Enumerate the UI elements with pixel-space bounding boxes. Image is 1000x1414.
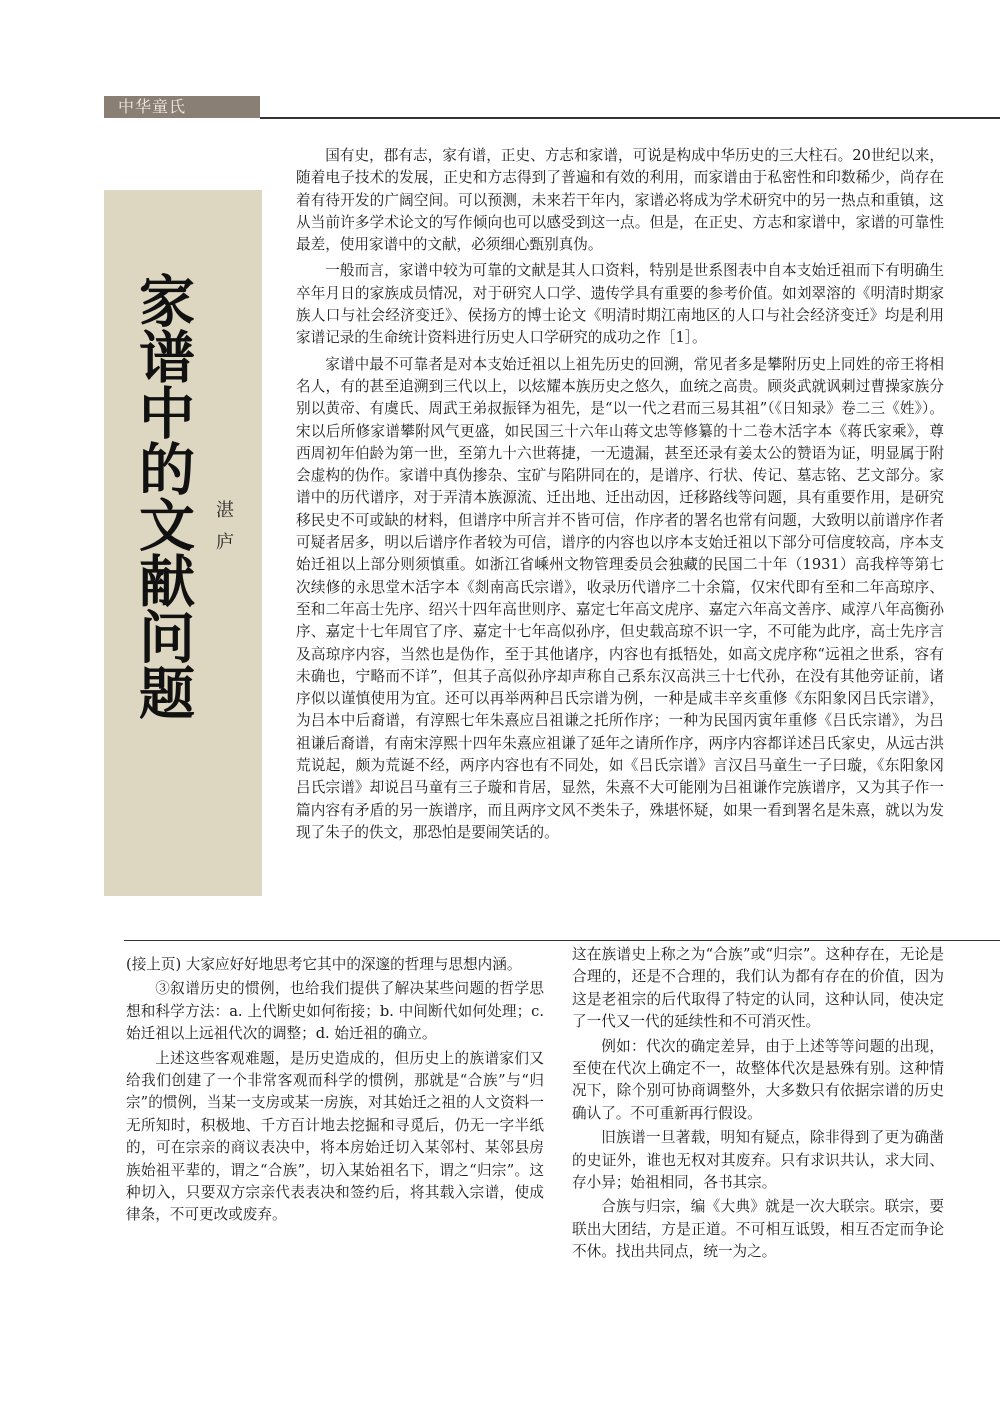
header-rule [260,117,1000,119]
paragraph: 合族与归宗，编《大典》就是一次大联宗。联宗，要联出大团结，方是正道。不可相互诋毁，相互否定而争论不休。找出共同点，统一为之。 [572,1198,944,1261]
continuation-left-column [126,954,544,1229]
paragraph: 旧族谱一旦著载，明知有疑点，除非得到了更为确凿的史证外，谁也无权对其废弃。只有求识共认，求大同、存小异；始祖相同，各书其宗。 [572,1129,944,1192]
paragraph: 一般而言，家谱中较为可靠的文献是其人口资料，特别是世系图表中自本支始迁祖而下有明确生卒年月日的家族成员情况，对于研究人口学、遗传学具有重要的参考价值。如刘翠溶的《明清时期家族人口与社会经济变迁》、侯扬方的博士论文《明清时期江南地区的人口与社会经济变迁》均是利用家谱记录的生命统计资料进行历史人口学研究的成功之作［1］。 [296,262,944,347]
paragraph: 国有史，郡有志，家有谱，正史、方志和家谱，可说是构成中华历史的三大柱石。20世纪以来，随着电子技术的发展，正史和方志得到了普遍和有效的利用，而家谱由于私密性和印数稀少，尚存在着有待开发的广阔空间。可以预测，未来若干年内，家谱必将成为学术研究中的另一热点和重镇，这从当前许多学术论文的写作倾向也可以感受到这一点。但是，在正史、方志和家谱中，家谱的可靠性最差，使用家谱中的文献，必须细心甄别真伪。 [296,147,944,254]
paragraph: 上述这些客观难题，是历史造成的，但历史上的族谱家们又给我们创建了一个非常客观而科学的惯例，那就是“合族”与“归宗”的惯例，当某一支房或某一房族，对其始迁之祖的人文资料一无所知时，积极地、千方百计地去挖掘和寻觅后，仍无一字半纸的，可在宗亲的商议表决中，将本房始迁切入某邻村、某邻县房族始祖平辈的，谓之“合族”，切入某始祖名下，谓之“归宗”。这种切入，只要双方宗亲代表表决和签约后，将其载入宗谱，使成律条，不可更改或废弃。 [126,1049,544,1224]
paragraph: (接上页) 大家应好好地思考它其中的深邃的哲理与思想内涵。 [126,956,522,973]
continuation-right-column [572,944,944,1266]
article-body [296,145,944,848]
article-title: 家谱中的文献问题 [130,272,195,720]
paragraph: ③叙谱历史的惯例，也给我们提供了解决某些问题的哲学思想和科学方法：a. 上代断史如何衔接；b. 中间断代如何处理；c. 始迁祖以上远祖代次的调整；d. 始迁祖的确立。 [126,980,544,1043]
paragraph: 家谱中最不可靠者是对本支始迁祖以上祖先历史的回溯，常见者多是攀附历史上同姓的帝王将相名人，有的甚至追溯到三代以上，以炫耀本族历史之悠久，血统之高贵。顾炎武就讽刺过曹操家族分别以黄帝、有虞氏、周武王弟叔振铎为祖先，是“以一代之君而三易其祖”（《日知录》卷二三《姓》）。宋以后所修家谱攀附风气更盛，如民国三十六年山蒋文忠等修纂的十二卷木活字本《蒋氏家乘》，尊西周初年伯龄为第一世，至第九十六世蒋捷，一无遗漏，甚至还录有姜太公的赞语为证，明显属于附会虚构的伪作。家谱中真伪掺杂、宝矿与陷阱同在的，是谱序、行状、传记、墓志铭、艺文部分。家谱中的历代谱序，对于弄清本族源流、迁出地、迁出动因，迁移路线等问题，具有重要作用，是研究移民史不可或缺的材料，但谱序中所言并不皆可信，作序者的署名也常有问题，大致明以前谱序作者可疑者居多，明以后谱序作者较为可信，谱序的内容也以序本支始迁祖以下部分可信度较高，序本支始迁祖以上部分则须慎重。如浙江省嵊州文物管理委员会独藏的民国二十年（1931）高我梓等第七次续修的永思堂木活字本《剡南高氏宗谱》，收录历代谱序二十余篇，仅宋代即有至和二年高琼序、至和二年高士先序、绍兴十四年高世则序、嘉定七年高文虎序、嘉定六年高文善序、咸淳八年高衡孙序、嘉定十七年周官了序、嘉定十七年高似孙序，但史载高琼不识一字，不可能为此序，高士先序言及高琼序内容，当然也是伪作，至于其他诸序，内容也有抵牾处，如高文虎序称“远祖之世系，容有未确也，宁略而不详”，但其子高似孙序却声称自己系东汉高洪三十七代孙，在没有其他旁证前，诸序似以谨慎使用为宜。还可以再举两种吕氏宗谱为例，一种是咸丰辛亥重修《东阳象冈吕氏宗谱》，为吕本中后裔谱，有淳熙七年朱熹应吕祖谦之托所作序；一种为民国丙寅年重修《吕氏宗谱》，为吕祖谦后裔谱，有南宋淳熙十四年朱熹应祖谦了延年之请所作序，两序内容都详述吕氏家史，从远古洪荒说起，颇为荒诞不经，两序内容也有不同处，如《吕氏宗谱》言汉吕马童生一子曰璇，《东阳象冈吕氏宗谱》却说吕马童有三子璇和肯居，显然，朱熹不大可能刚为吕祖谦作完族谱序，又为其子作一篇内容有矛盾的另一族谱序，而且两序文风不类朱子，殊堪怀疑，如果一看到署名是朱熹，就以为发现了朱子的佚文，那恐怕是要闹笑话的。 [296,355,944,841]
paragraph: 例如：代次的确定差异，由于上述等等问题的出现，至使在代次上确定不一，故整体代次是悬殊有别。这种情况下，除个别可协商调整外，大多数只有依据宗谱的历史确认了。不可重新再行假设。 [572,1037,944,1122]
divider-left [124,940,561,941]
section-header: 中华童氏 [104,96,260,118]
author-name: 湛庐 [213,500,234,564]
paragraph: 这在族谱史上称之为“合族”或“归宗”。这种存在，无论是合理的，还是不合理的，我们认为都有存在的价值，因为这是老祖宗的后代取得了特定的认同，这种认同，使决定了一代又一代的延续性和不可消灭性。 [572,946,944,1031]
divider-right [561,940,1000,941]
